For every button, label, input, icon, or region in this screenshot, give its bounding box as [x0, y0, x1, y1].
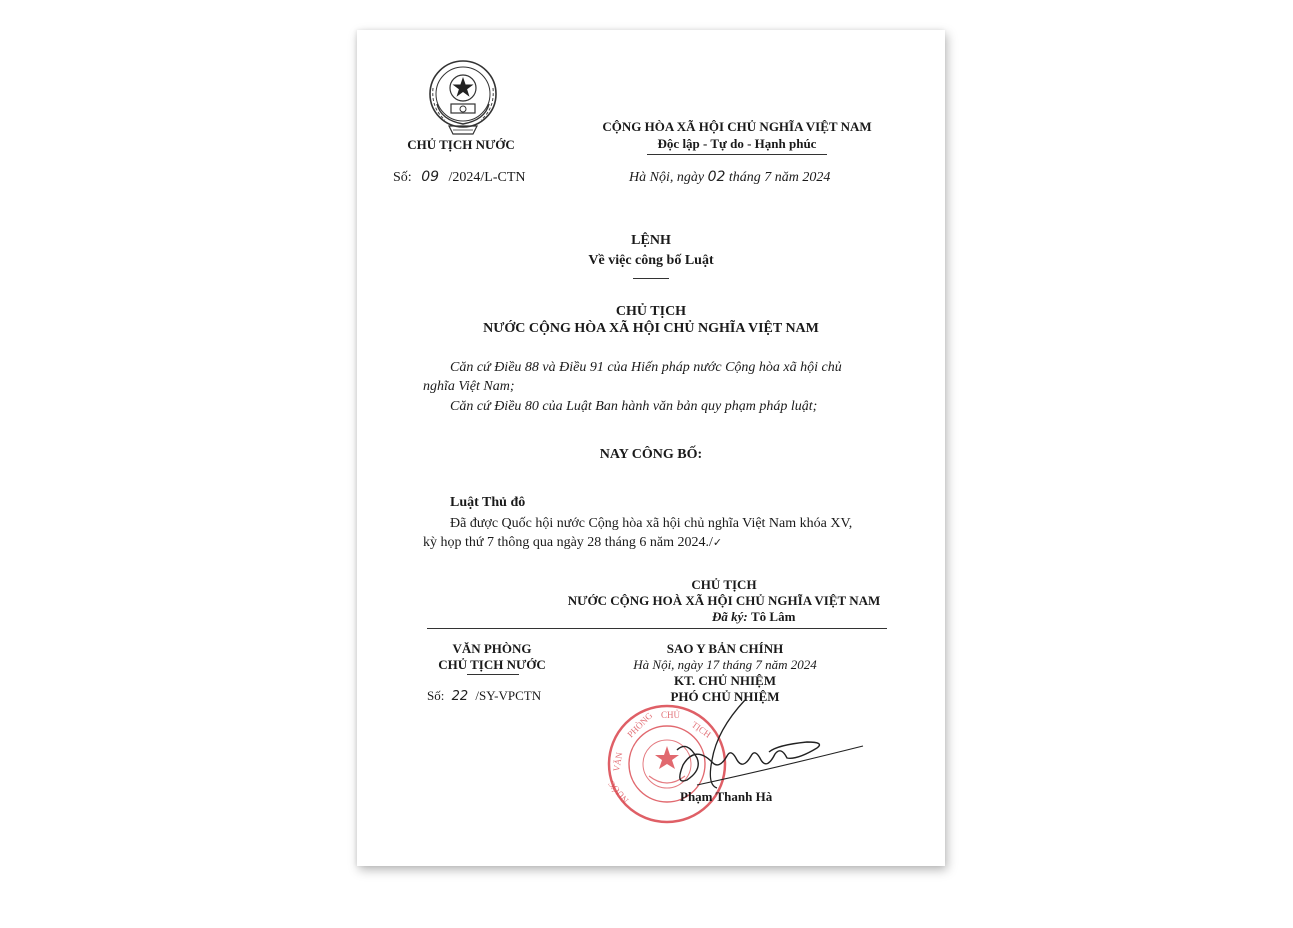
svg-text:CHỦ: CHỦ [661, 710, 681, 720]
legal-basis-1a: Căn cứ Điều 88 và Điều 91 của Hiến pháp nước Cộng hòa xã hội chủ [450, 360, 842, 375]
motto-country: CỘNG HÒA XÃ HỘI CHỦ NGHĨA VIỆT NAM [602, 119, 872, 134]
document-number [393, 169, 526, 186]
title-divider [633, 278, 669, 279]
copy-office-name: VĂN PHÒNG [452, 641, 532, 656]
copy-separator-line [427, 628, 887, 629]
authority-title: CHỦ TỊCH [615, 304, 687, 319]
handwritten-signature-icon [657, 690, 867, 800]
document-subtitle: Về việc công bố Luật [588, 253, 714, 268]
copy-office-name-2: CHỦ TỊCH NƯỚC [438, 657, 546, 672]
number-prefix: Số: [393, 170, 412, 185]
legal-basis-2: Căn cứ Điều 80 của Luật Ban hành văn bản quy phạm pháp luật; [450, 399, 818, 414]
signature-title-full: NƯỚC CỘNG HOÀ XÃ HỘI CHỦ NGHĨA VIỆT NAM [567, 593, 881, 608]
copy-signer-name: Phạm Thanh Hà [680, 789, 773, 804]
copy-number-prefix: Số: [427, 688, 445, 703]
document-page [357, 30, 945, 866]
svg-text:NƯỚC: NƯỚC [606, 778, 631, 806]
announce-text-a: Đã được Quốc hội nước Cộng hòa xã hội chủ nghĩa Việt Nam khóa XV, [450, 516, 853, 531]
president-signer-name: Tô Lâm [751, 609, 796, 624]
svg-text:TỊCH: TỊCH [689, 719, 713, 740]
svg-text:VĂN: VĂN [611, 751, 625, 773]
authority-full-name: NƯỚC CỘNG HÒA XÃ HỘI CHỦ NGHĨA VIỆT NAM [483, 321, 819, 336]
copy-office-underline [467, 674, 519, 675]
number-suffix: /2024/L-CTN [448, 170, 526, 185]
date-prefix: Hà Nội, ngày [629, 170, 705, 185]
copy-number [427, 688, 541, 704]
copy-number-handwritten: 22 [451, 689, 469, 704]
copy-title: SAO Y BẢN CHÍNH [666, 641, 784, 656]
date-day-handwritten: 02 [707, 169, 726, 185]
motto-slogan: Độc lập - Tự do - Hạnh phúc [657, 136, 817, 151]
announce-heading: NAY CÔNG BỐ: [599, 447, 703, 462]
copy-number-suffix: /SY-VPCTN [475, 688, 542, 703]
copy-role-2: PHÓ CHỦ NHIỆM [670, 689, 780, 704]
copy-date: Hà Nội, ngày 17 tháng 7 năm 2024 [633, 657, 817, 672]
motto-underline [647, 154, 827, 155]
svg-text:PHÒNG: PHÒNG [625, 710, 655, 740]
issuer-name: CHỦ TỊCH NƯỚC [407, 137, 515, 152]
issue-date [629, 169, 830, 186]
date-suffix: tháng 7 năm 2024 [728, 170, 831, 185]
signed-line [712, 609, 795, 625]
number-handwritten: 09 [421, 169, 440, 185]
announce-text-b [423, 535, 722, 551]
signature-title: CHỦ TỊCH [691, 577, 757, 592]
initial-mark-icon: ✓ [712, 536, 723, 549]
signed-label: Đã ký: [712, 609, 748, 624]
legal-basis-1b: nghĩa Việt Nam; [423, 379, 515, 394]
law-name: Luật Thủ đô [450, 495, 526, 510]
document-title: LỆNH [631, 233, 671, 248]
national-emblem-icon [427, 58, 499, 140]
copy-role-1: KT. CHỦ NHIỆM [674, 673, 776, 688]
announce-text-b-content: kỳ họp thứ 7 thông qua ngày 28 tháng 6 năm 2024./ [423, 535, 713, 550]
